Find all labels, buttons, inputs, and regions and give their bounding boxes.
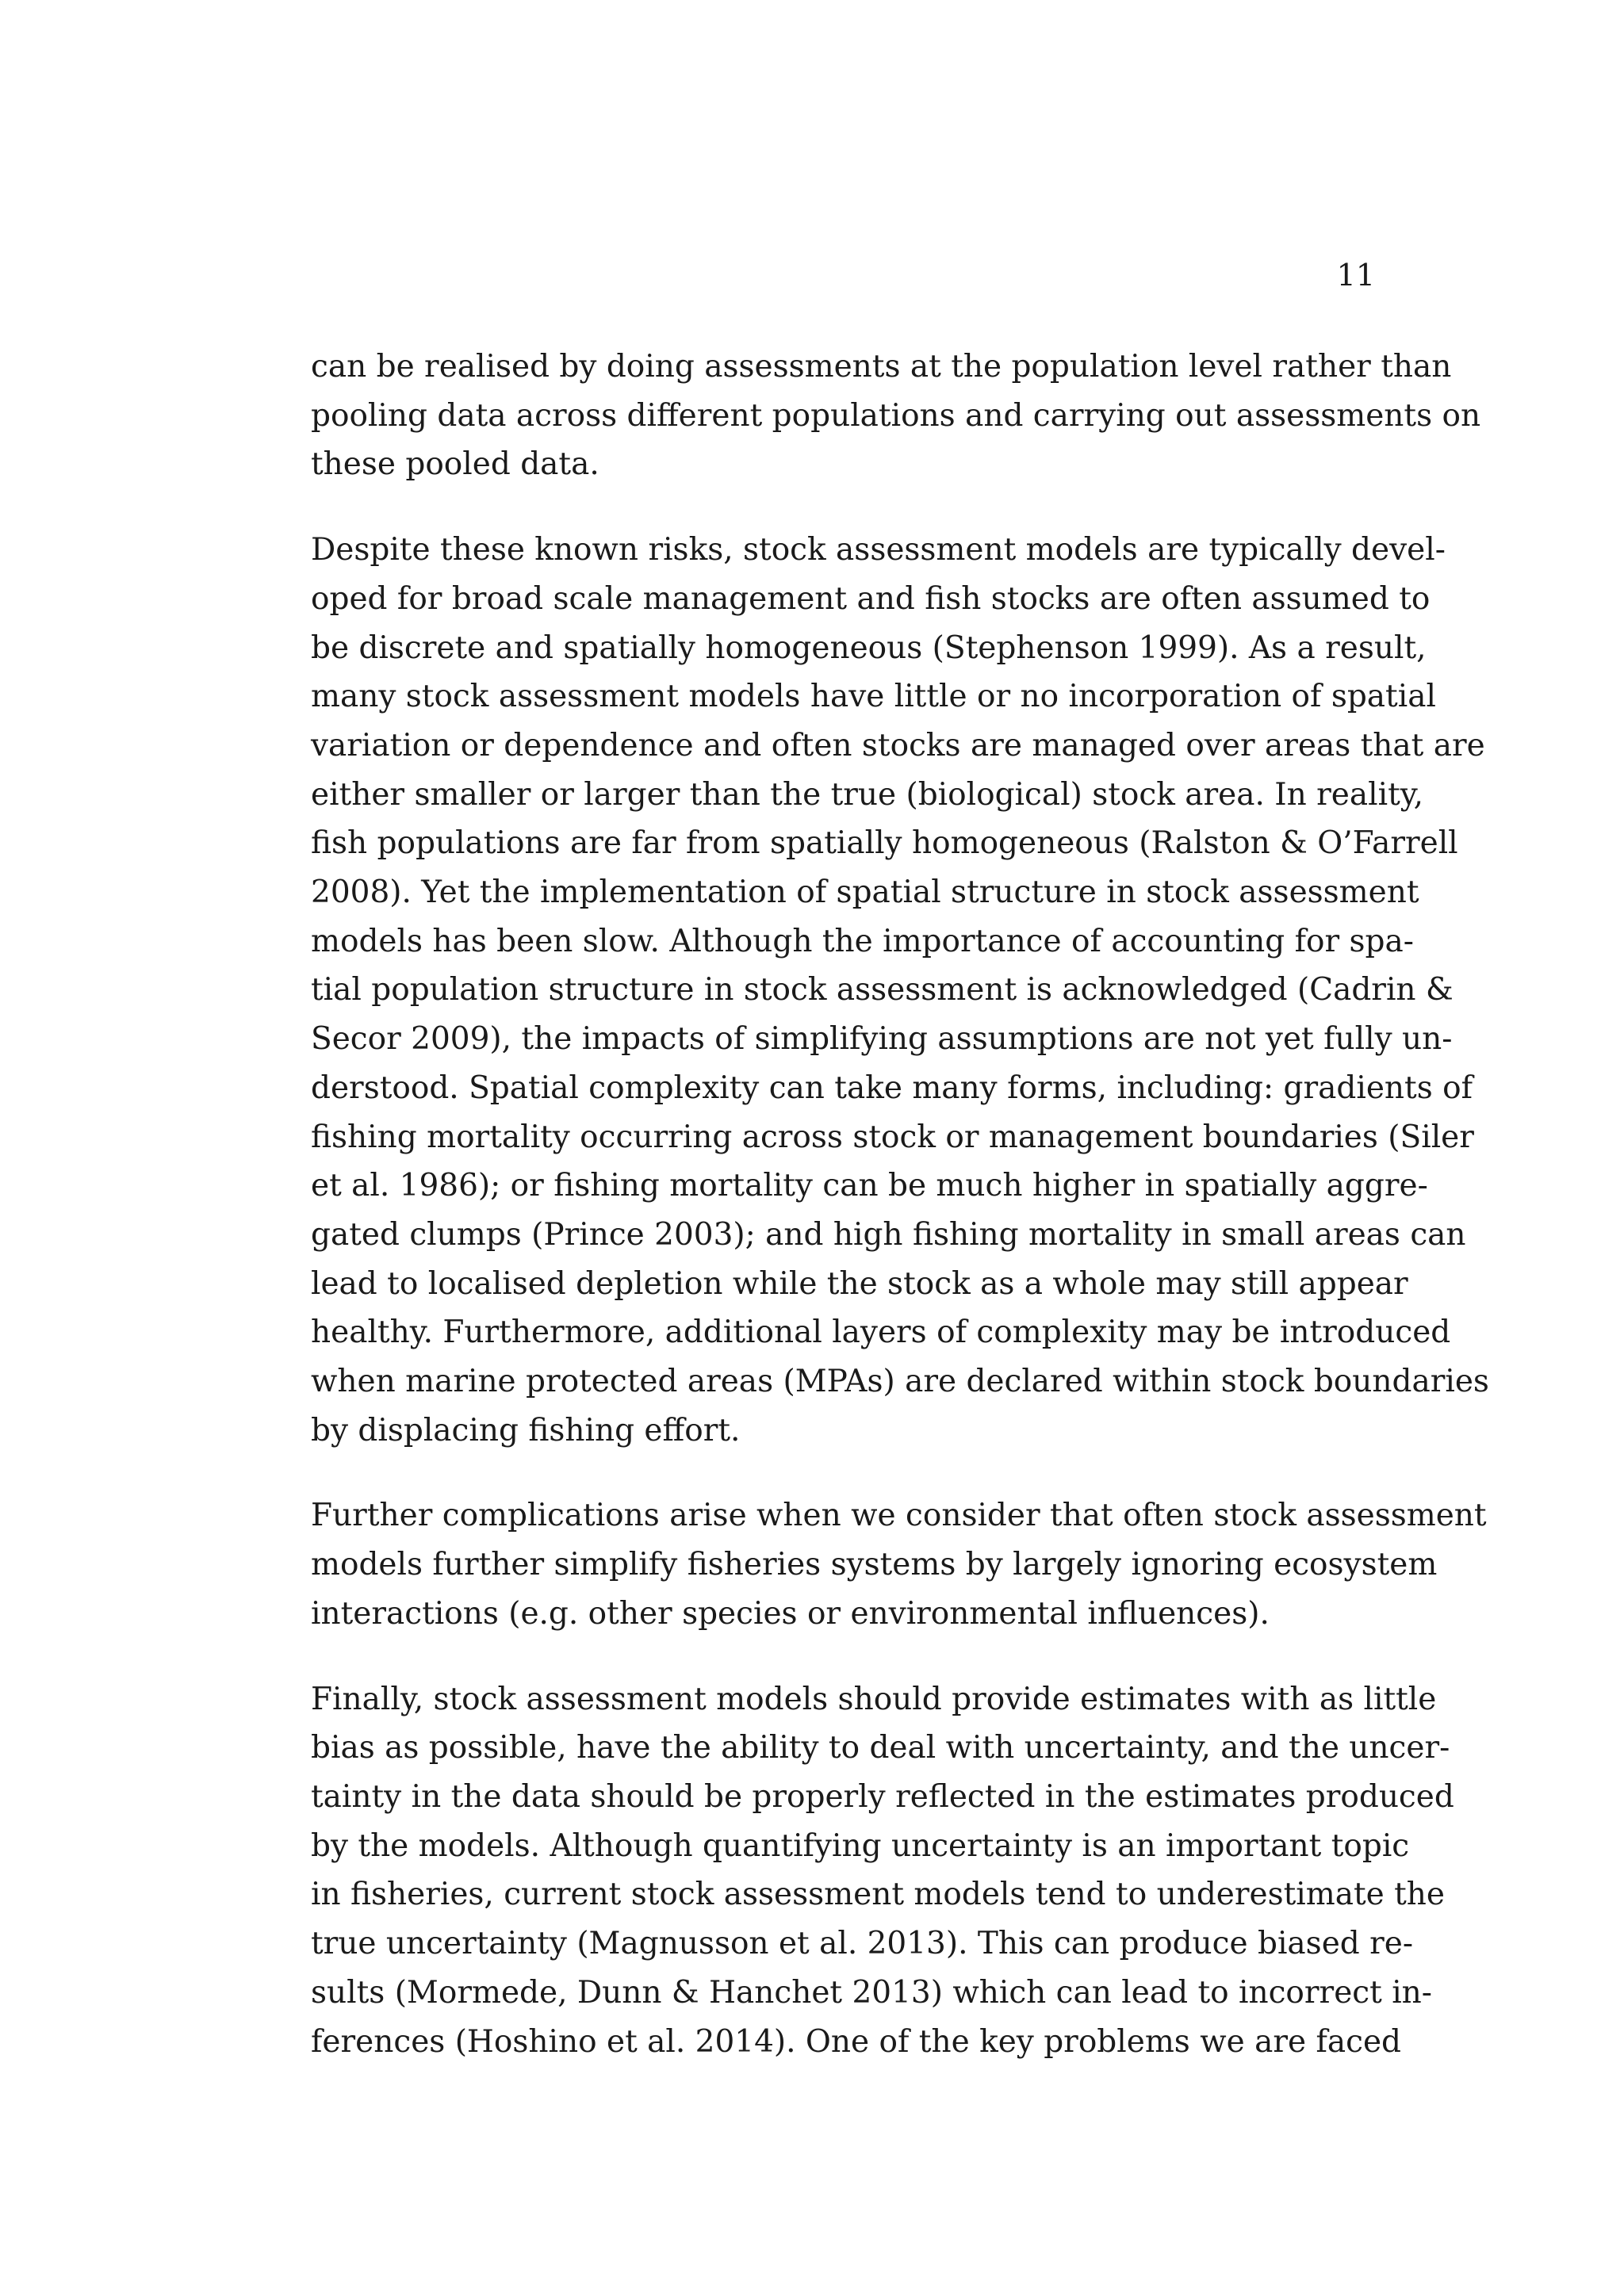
text-line: can be realised by doing assessments at the population level rather than (311, 349, 1452, 385)
paragraph-3 (311, 1491, 1487, 1638)
text-line: fishing mortality occurring across stock or management boundaries (Siler (311, 1119, 1474, 1155)
text-line: variation or dependence and often stocks are managed over areas that are (311, 727, 1485, 763)
text-line: models has been slow. Although the importance of accounting for spa- (311, 923, 1414, 959)
text-line: lead to localised depletion while the stock as a whole may still appear (311, 1265, 1408, 1302)
text-line: Further complications arise when we consider that often stock assessment (311, 1498, 1487, 1534)
text-line: when marine protected areas (MPAs) are declared within stock boundaries (311, 1364, 1489, 1400)
text-line: many stock assessment models have little or no incorporation of spatial (311, 679, 1436, 715)
text-line: healthy. Furthermore, additional layers of complexity may be introduced (311, 1314, 1451, 1351)
text-line: be discrete and spatially homogeneous (Stephenson 1999). As a result, (311, 629, 1427, 666)
text-line: derstood. Spatial complexity can take many forms, including: gradients of (311, 1070, 1473, 1106)
text-line: these pooled data. (311, 446, 599, 483)
text-line: by the models. Although quantifying uncertainty is an important topic (311, 1827, 1410, 1864)
text-line: ferences (Hoshino et al. 2014). One of the key problems we are faced (311, 2023, 1402, 2060)
text-line: true uncertainty (Magnusson et al. 2013). This can produce biased re- (311, 1926, 1414, 1962)
page-number: 11 (1336, 258, 1375, 293)
text-line: models further simplify fisheries systems by largely ignoring ecosystem (311, 1547, 1438, 1583)
text-line: either smaller or larger than the true (biological) stock area. In reality, (311, 776, 1424, 813)
text-line: fish populations are far from spatially homogeneous (Ralston & O’Farrell (311, 825, 1458, 862)
text-line: oped for broad scale management and fish stocks are often assumed to (311, 580, 1431, 617)
text-line: bias as possible, have the ability to deal with uncertainty, and the uncer- (311, 1730, 1450, 1766)
paragraph-2 (311, 526, 1489, 1455)
text-line: Finally, stock assessment models should provide estimates with as little (311, 1681, 1437, 1717)
text-line: 2008). Yet the implementation of spatial structure in stock assessment (311, 874, 1419, 911)
text-line: tainty in the data should be properly reflected in the estimates produced (311, 1778, 1454, 1815)
text-line: tial population structure in stock assessment is acknowledged (Cadrin & (311, 972, 1454, 1008)
text-line: sults (Mormede, Dunn & Hanchet 2013) which can lead to incorrect in- (311, 1974, 1432, 2011)
text-line: pooling data across different populations and carrying out assessments on (311, 397, 1481, 434)
text-line: Secor 2009), the impacts of simplifying assumptions are not yet fully un- (311, 1021, 1453, 1058)
paragraph-4 (311, 1675, 1454, 2067)
paragraph-1 (311, 342, 1481, 489)
text-body (311, 342, 1489, 2103)
text-line: Despite these known risks, stock assessment models are typically devel- (311, 532, 1446, 568)
text-line: gated clumps (Prince 2003); and high fishing mortality in small areas can (311, 1216, 1466, 1253)
text-line: in fisheries, current stock assessment models tend to underestimate the (311, 1877, 1445, 1913)
text-line: et al. 1986); or fishing mortality can be much higher in spatially aggre- (311, 1168, 1428, 1204)
text-line: interactions (e.g. other species or environmental influences). (311, 1595, 1270, 1632)
text-line: by displacing fishing effort. (311, 1412, 741, 1448)
